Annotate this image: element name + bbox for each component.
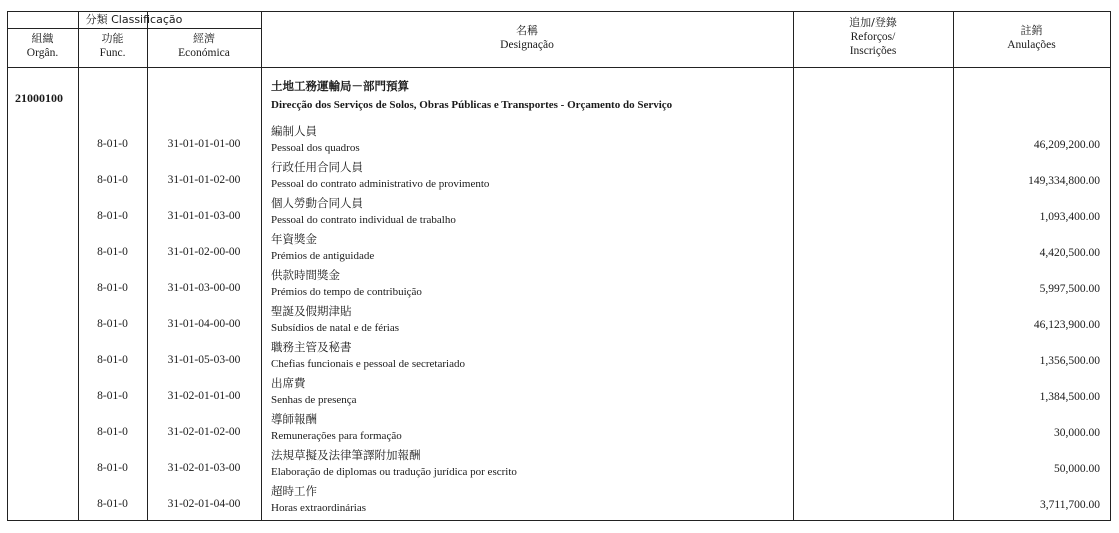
item-name-pt: Elaboração de diplomas ou tradução jurídica por escrito <box>271 466 517 478</box>
anulacao-amount: 1,384,500.00 <box>1039 391 1100 403</box>
anulacao-amount: 50,000.00 <box>1054 463 1100 475</box>
func-code: 8-01-0 <box>97 462 128 474</box>
econ-code: 31-01-01-02-00 <box>167 174 241 186</box>
table-top-border <box>7 11 1111 12</box>
econ-code: 31-02-01-02-00 <box>167 426 241 438</box>
econ-code: 31-02-01-04-00 <box>167 498 241 510</box>
organ-header: 組織 Orgân. <box>26 32 59 59</box>
func-code: 8-01-0 <box>97 246 128 258</box>
econ-code: 31-01-03-00-00 <box>167 282 241 294</box>
econ-code: 31-01-01-03-00 <box>167 210 241 222</box>
item-name-pt: Prémios de antiguidade <box>271 250 375 262</box>
item-name-pt: Prémios do tempo de contribuição <box>271 286 422 298</box>
col-border <box>1110 11 1111 521</box>
anulacao-amount: 4,420,500.00 <box>1039 247 1100 259</box>
col-border <box>147 11 148 521</box>
func-code: 8-01-0 <box>97 138 128 150</box>
econ-code: 31-01-05-03-00 <box>167 354 241 366</box>
col-border <box>261 11 262 521</box>
anulacao-amount: 46,123,900.00 <box>1033 319 1100 331</box>
col-border <box>793 11 794 521</box>
header-bottom-border <box>7 67 1111 68</box>
func-code: 8-01-0 <box>97 210 128 222</box>
item-name-pt: Pessoal do contrato individual de trabalho <box>271 214 456 226</box>
anulacao-amount: 1,356,500.00 <box>1039 355 1100 367</box>
item-name-zh: 年資獎金 <box>271 232 317 246</box>
func-code: 8-01-0 <box>97 282 128 294</box>
anulacao-amount: 46,209,200.00 <box>1033 139 1100 151</box>
item-name-zh: 超時工作 <box>271 484 317 498</box>
anulacao-amount: 3,711,700.00 <box>1040 499 1100 511</box>
item-name-pt: Horas extraordinárias <box>271 502 366 514</box>
item-name-pt: Remunerações para formação <box>271 430 402 442</box>
econ-header: 經濟 Económica <box>178 32 230 59</box>
item-name-zh: 出席費 <box>271 376 306 390</box>
econ-code: 31-01-02-00-00 <box>167 246 241 258</box>
item-name-zh: 編制人員 <box>271 124 317 138</box>
func-code: 8-01-0 <box>97 174 128 186</box>
designation-header: 名稱 Designação <box>500 24 554 51</box>
anulacao-amount: 5,997,500.00 <box>1039 283 1100 295</box>
anulacoes-header: 註銷 Anulações <box>1007 24 1056 51</box>
item-name-zh: 職務主管及秘書 <box>271 340 352 354</box>
func-code: 8-01-0 <box>97 498 128 510</box>
item-name-pt: Chefias funcionais e pessoal de secretariado <box>271 358 465 370</box>
item-name-zh: 導師報酬 <box>271 412 317 426</box>
item-name-pt: Pessoal dos quadros <box>271 142 360 154</box>
organ-name-zh: 土地工務運輸局－部門預算 <box>271 79 409 93</box>
anulacao-amount: 149,334,800.00 <box>1028 175 1100 187</box>
budget-table <box>7 11 1111 521</box>
econ-code: 31-01-01-01-00 <box>167 138 241 150</box>
organ-code: 21000100 <box>15 91 63 105</box>
econ-code: 31-02-01-01-00 <box>167 390 241 402</box>
item-name-zh: 個人勞動合同人員 <box>271 196 363 210</box>
item-name-zh: 聖誕及假期津貼 <box>271 304 352 318</box>
item-name-zh: 供款時間獎金 <box>271 268 340 282</box>
item-name-zh: 法規草擬及法律筆譯附加報酬 <box>271 448 421 462</box>
item-name-pt: Subsídios de natal e de férias <box>271 322 399 334</box>
classification-header: 分類 Classificação <box>85 13 183 26</box>
econ-code: 31-01-04-00-00 <box>167 318 241 330</box>
func-code: 8-01-0 <box>97 390 128 402</box>
item-name-pt: Senhas de presença <box>271 394 357 406</box>
classification-divider <box>7 28 261 29</box>
func-code: 8-01-0 <box>97 354 128 366</box>
anulacao-amount: 1,093,400.00 <box>1039 211 1100 223</box>
col-border <box>78 11 79 521</box>
func-code: 8-01-0 <box>97 318 128 330</box>
table-bottom-border <box>7 520 1111 521</box>
anulacao-amount: 30,000.00 <box>1054 427 1100 439</box>
item-name-zh: 行政任用合同人員 <box>271 160 363 174</box>
organ-name-pt: Direcção dos Serviços de Solos, Obras Públicas e Transportes - Orçamento do Serviço <box>271 99 673 111</box>
item-name-pt: Pessoal do contrato administrativo de provimento <box>271 178 490 190</box>
col-border <box>7 11 8 521</box>
reforcos-header: 追加/登錄 Reforços/ Inscrições <box>849 16 897 57</box>
func-code: 8-01-0 <box>97 426 128 438</box>
func-header: 功能 Func. <box>99 32 126 59</box>
econ-code: 31-02-01-03-00 <box>167 462 241 474</box>
col-border <box>953 11 954 521</box>
